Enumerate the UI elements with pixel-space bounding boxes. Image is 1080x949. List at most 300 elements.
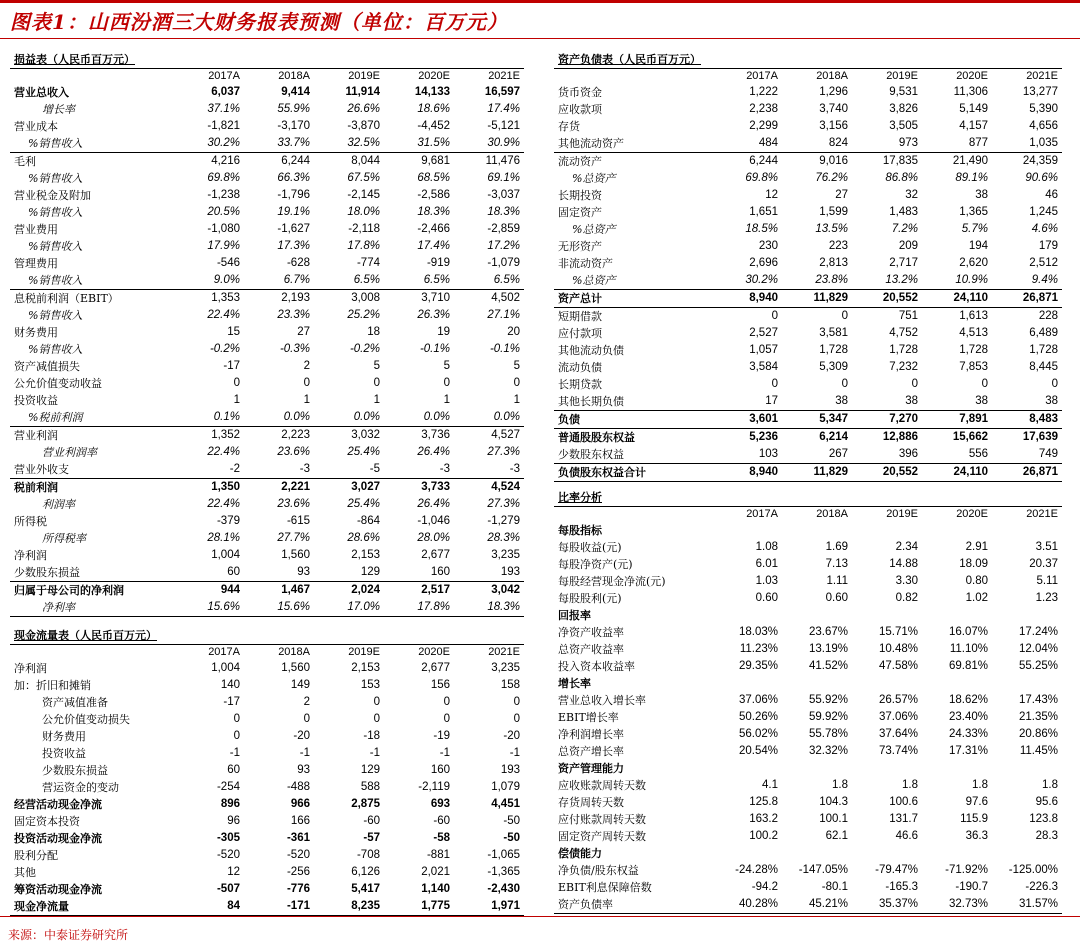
- cell-value: 0: [443, 713, 450, 725]
- cell-value: -5,121: [487, 120, 520, 132]
- cell-value: 228: [1038, 310, 1058, 322]
- cell-value: 18.3%: [417, 206, 450, 218]
- cell-value: 27: [297, 326, 310, 338]
- cell-value: 1: [513, 394, 520, 406]
- row-label: 其他: [14, 866, 36, 879]
- year-header: 2018A: [244, 69, 314, 85]
- row-label: 营业费用: [14, 223, 58, 236]
- cell-value: -628: [286, 257, 310, 269]
- cell-value: 19: [437, 326, 450, 338]
- cell-value: 103: [758, 448, 778, 460]
- cell-value: 6.5%: [353, 274, 380, 286]
- table-row: [10, 847, 524, 864]
- row-label: 投资收益: [14, 394, 58, 407]
- cell-value: 35.37%: [852, 896, 922, 914]
- cell-value: 0: [513, 377, 520, 389]
- cell-value: -1: [509, 747, 520, 759]
- cell-value: -1,238: [207, 189, 240, 201]
- cell-value: 1,560: [281, 662, 310, 674]
- cell-value: -3,170: [277, 120, 310, 132]
- cell-value: 3,601: [712, 411, 782, 429]
- row-label: 投入资本收益率: [558, 660, 635, 673]
- row-label: %销售收入: [28, 274, 83, 287]
- table-row: [10, 170, 524, 187]
- cell-value: 93: [297, 566, 310, 578]
- cell-value: 31.5%: [417, 137, 450, 149]
- row-label: 增长率: [558, 677, 591, 690]
- cell-value: 877: [968, 137, 988, 149]
- cell-value: -2: [229, 463, 240, 475]
- cell-value: 27.7%: [277, 532, 310, 544]
- cell-value: 2,677: [421, 662, 450, 674]
- cell-value: 28.0%: [417, 532, 450, 544]
- cell-value: 100.1: [819, 813, 848, 825]
- table-row: [10, 444, 524, 461]
- cell-value: 7.2%: [891, 223, 918, 235]
- cell-value: 0: [373, 696, 380, 708]
- table-row: [554, 272, 1062, 290]
- cell-value: 2: [303, 696, 310, 708]
- cell-value: 1,140: [421, 883, 450, 895]
- table-row: [10, 582, 524, 600]
- row-label: 应付款项: [558, 327, 602, 340]
- cell-value: 56.02%: [738, 728, 778, 740]
- cell-value: 1,599: [819, 206, 848, 218]
- cell-value: [852, 607, 922, 624]
- table-row: [10, 547, 524, 564]
- cell-value: 24.33%: [948, 728, 988, 740]
- cell-value: -615: [286, 515, 310, 527]
- row-label: 其他流动资产: [558, 137, 624, 150]
- row-label: 每股收益(元): [558, 541, 622, 554]
- cell-value: 17.4%: [417, 240, 450, 252]
- cell-value: -3,870: [347, 120, 380, 132]
- cell-value: 1.8: [972, 779, 988, 791]
- cell-value: 1.8: [832, 779, 848, 791]
- cell-value: -24.28%: [735, 864, 778, 876]
- cell-value: 32: [905, 189, 918, 201]
- cell-value: 0: [911, 378, 918, 390]
- cell-value: 11.10%: [949, 643, 988, 655]
- cell-value: 24,359: [992, 153, 1062, 171]
- cell-value: 29.35%: [738, 660, 778, 672]
- cell-value: 17.43%: [1018, 694, 1058, 706]
- row-label: 投资收益: [42, 747, 86, 760]
- table-row: [554, 522, 1062, 539]
- table-row: [10, 660, 524, 677]
- table-row: [554, 658, 1062, 675]
- cell-value: 896: [220, 798, 240, 810]
- cell-value: [782, 522, 852, 539]
- row-label: 无形资产: [558, 240, 602, 253]
- row-label: 少数股东权益: [558, 448, 624, 461]
- cell-value: 15.71%: [878, 626, 918, 638]
- cell-value: 100.2: [749, 830, 778, 842]
- cell-value: [782, 675, 852, 692]
- table-row: [10, 479, 524, 497]
- table-row: [554, 828, 1062, 845]
- cell-value: 5: [373, 360, 380, 372]
- year-header: 2017A: [712, 69, 782, 85]
- cell-value: 1.03: [755, 575, 778, 587]
- cell-value: -708: [356, 849, 380, 861]
- cell-value: 5: [443, 360, 450, 372]
- table-header: [554, 488, 1062, 507]
- cell-value: -1,627: [277, 223, 310, 235]
- table-title: 比率分析: [554, 488, 1062, 507]
- cell-value: 25.2%: [347, 309, 380, 321]
- cell-value: 5,149: [959, 103, 988, 115]
- row-label: 固定资产: [558, 206, 602, 219]
- table-row: [10, 427, 524, 445]
- year-header: 2019E: [852, 69, 922, 85]
- table-row: [554, 446, 1062, 464]
- row-label: 存货周转天数: [558, 796, 624, 809]
- cell-value: [922, 675, 992, 692]
- cell-value: 22.4%: [207, 446, 240, 458]
- cell-value: 18.09: [959, 558, 988, 570]
- cell-value: 1,352: [174, 427, 244, 445]
- cell-value: -5: [369, 463, 380, 475]
- row-label: 息税前利润（EBIT）: [10, 290, 174, 308]
- cell-value: 209: [898, 240, 918, 252]
- cell-value: -18: [363, 730, 380, 742]
- cell-value: 8,235: [314, 898, 384, 916]
- row-label: %总资产: [572, 223, 616, 236]
- year-header: 2020E: [384, 645, 454, 661]
- cell-value: 32.5%: [347, 137, 380, 149]
- cell-value: 1,035: [1029, 137, 1058, 149]
- cell-value: 28.1%: [207, 532, 240, 544]
- row-label: 管理费用: [14, 257, 58, 270]
- cell-value: 86.8%: [885, 172, 918, 184]
- row-label: 负债: [554, 411, 712, 429]
- cell-value: 36.3: [965, 830, 988, 842]
- year-header-blank: [554, 69, 712, 85]
- table-row: [10, 238, 524, 255]
- cell-value: 2,024: [314, 582, 384, 600]
- row-label: 应收款项: [558, 103, 602, 116]
- cell-value: 18.5%: [745, 223, 778, 235]
- cell-value: -165.3: [885, 881, 918, 893]
- cell-value: 6,244: [712, 153, 782, 171]
- cell-value: 25.4%: [347, 498, 380, 510]
- cell-value: 2,696: [749, 257, 778, 269]
- cell-value: 3,235: [491, 549, 520, 561]
- cell-value: -864: [356, 515, 380, 527]
- cell-value: 46: [1045, 189, 1058, 201]
- cell-value: 12.04%: [1018, 643, 1058, 655]
- row-label: 非流动资产: [558, 257, 613, 270]
- table-header: [10, 626, 524, 645]
- cell-value: 97.6: [965, 796, 988, 808]
- row-label: 营业成本: [14, 120, 58, 133]
- cell-value: 27.3%: [487, 446, 520, 458]
- cell-value: 69.1%: [487, 172, 520, 184]
- cell-value: -2,119: [418, 781, 450, 793]
- cell-value: -17: [223, 360, 240, 372]
- table-row: [10, 101, 524, 118]
- year-header-blank: [10, 69, 174, 85]
- table-row: [10, 513, 524, 530]
- cell-value: -125.00%: [1008, 864, 1058, 876]
- year-header-row: [554, 69, 1062, 85]
- cell-value: 129: [360, 566, 380, 578]
- table-row: [10, 135, 524, 153]
- cell-value: 15.6%: [244, 599, 314, 617]
- year-header: 2017A: [174, 645, 244, 661]
- cell-value: 6.7%: [283, 274, 310, 286]
- row-label: 财务费用: [42, 730, 86, 743]
- cell-value: -520: [216, 849, 240, 861]
- cell-value: -0.2%: [209, 343, 240, 355]
- cell-value: 40.28%: [712, 896, 782, 914]
- cell-value: 30.2%: [745, 274, 778, 286]
- row-label: %销售收入: [28, 343, 83, 356]
- row-label: 应收账款周转天数: [558, 779, 646, 792]
- table-row: [554, 393, 1062, 411]
- row-label: 少数股东损益: [42, 764, 108, 777]
- cell-value: 9.4%: [1031, 274, 1058, 286]
- cell-value: 12: [227, 866, 240, 878]
- cell-value: 17.4%: [487, 103, 520, 115]
- cell-value: 824: [828, 137, 848, 149]
- table-row: [554, 862, 1062, 879]
- row-label: 资产管理能力: [558, 762, 624, 775]
- cell-value: 0: [513, 713, 520, 725]
- row-label: 普通股股东权益: [554, 429, 712, 447]
- cell-value: -774: [356, 257, 380, 269]
- cell-value: [782, 607, 852, 624]
- cell-value: 32.73%: [922, 896, 992, 914]
- cell-value: 3,826: [889, 103, 918, 115]
- cell-value: 5,417: [351, 883, 380, 895]
- cell-value: [782, 845, 852, 862]
- cell-value: 25.4%: [347, 446, 380, 458]
- cell-value: 38: [905, 395, 918, 407]
- cell-value: 6,489: [1029, 327, 1058, 339]
- cell-value: 3,740: [819, 103, 848, 115]
- row-label: 净利率: [10, 599, 174, 617]
- table-row: [10, 461, 524, 479]
- cell-value: 194: [968, 240, 988, 252]
- row-label: EBIT增长率: [558, 711, 619, 724]
- cell-value: 47.58%: [878, 660, 918, 672]
- cell-value: -60: [433, 815, 450, 827]
- cell-value: 4,216: [174, 153, 244, 171]
- table-row: [554, 539, 1062, 556]
- cell-value: 15.6%: [174, 599, 244, 617]
- cell-value: 0: [443, 377, 450, 389]
- cell-value: 0: [443, 696, 450, 708]
- table-row: [10, 711, 524, 728]
- cell-value: 1,353: [174, 290, 244, 308]
- year-header: 2021E: [454, 69, 524, 85]
- cell-value: 3.30: [895, 575, 918, 587]
- cell-value: 26.57%: [878, 694, 918, 706]
- cell-value: 18.3%: [487, 206, 520, 218]
- cell-value: [992, 522, 1062, 539]
- cell-value: 2,193: [244, 290, 314, 308]
- cell-value: 66.3%: [277, 172, 310, 184]
- cell-value: 28.3%: [487, 532, 520, 544]
- table-row: [554, 760, 1062, 777]
- row-label: 每股经营现金净流(元): [558, 575, 666, 588]
- cell-value: [992, 675, 1062, 692]
- cell-value: 1,971: [454, 898, 524, 916]
- cell-value: 1.11: [826, 575, 848, 587]
- cell-value: 13.2%: [885, 274, 918, 286]
- cell-value: 2.34: [895, 541, 918, 553]
- cell-value: 37.1%: [207, 103, 240, 115]
- cell-value: 38: [975, 395, 988, 407]
- cell-value: 11,476: [454, 153, 524, 171]
- cell-value: [992, 607, 1062, 624]
- table-title: 资产负债表（人民币百万元）: [554, 50, 1062, 69]
- table-row: [10, 187, 524, 204]
- cell-value: -190.7: [955, 881, 988, 893]
- cell-value: 6,214: [782, 429, 852, 447]
- cell-value: 2,517: [384, 582, 454, 600]
- table-row: [10, 745, 524, 762]
- cell-value: 23.6%: [277, 498, 310, 510]
- cell-value: 9.0%: [213, 274, 240, 286]
- cell-value: 8,445: [1029, 361, 1058, 373]
- row-label: 偿债能力: [558, 847, 602, 860]
- table-row: [10, 153, 524, 171]
- table-row: [10, 255, 524, 272]
- cell-value: -0.2%: [349, 343, 380, 355]
- cell-value: 6,244: [244, 153, 314, 171]
- cell-value: 27.3%: [487, 498, 520, 510]
- cell-value: -520: [286, 849, 310, 861]
- cell-value: -57: [363, 832, 380, 844]
- row-label: %销售收入: [28, 137, 83, 150]
- cell-value: -147.05%: [798, 864, 848, 876]
- cell-value: 1,483: [889, 206, 918, 218]
- row-label: 每股股利(元): [558, 592, 622, 605]
- cell-value: 1,222: [749, 86, 778, 98]
- cell-value: 15: [227, 326, 240, 338]
- cell-value: 0.82: [895, 592, 918, 604]
- table-header: [554, 50, 1062, 69]
- cell-value: 11.45%: [1019, 745, 1058, 757]
- cell-value: 1,245: [1029, 206, 1058, 218]
- cell-value: 96: [227, 815, 240, 827]
- cell-value: 0.60: [755, 592, 778, 604]
- cell-value: [992, 845, 1062, 862]
- cell-value: -79.47%: [875, 864, 918, 876]
- cell-value: 0: [841, 310, 848, 322]
- table-row: [554, 359, 1062, 376]
- cell-value: -226.3: [1025, 881, 1058, 893]
- cell-value: 7,853: [959, 361, 988, 373]
- table-row: [554, 170, 1062, 187]
- cell-value: 3,584: [749, 361, 778, 373]
- cell-value: 18: [367, 326, 380, 338]
- table-row: [554, 135, 1062, 153]
- table-header: [10, 50, 524, 69]
- cell-value: 28.6%: [347, 532, 380, 544]
- cell-value: 22.4%: [207, 309, 240, 321]
- cell-value: 20: [507, 326, 520, 338]
- cell-value: 7.13: [825, 558, 848, 570]
- cell-value: -1,821: [207, 120, 240, 132]
- cell-value: 4,513: [959, 327, 988, 339]
- cell-value: 4,451: [491, 798, 520, 810]
- table-row: [554, 325, 1062, 342]
- table-row: [10, 694, 524, 711]
- cell-value: 4,524: [454, 479, 524, 497]
- table-row: [10, 830, 524, 847]
- cell-value: 1.69: [825, 541, 848, 553]
- cell-value: -2,859: [487, 223, 520, 235]
- cell-value: -1: [439, 747, 450, 759]
- table-row: [10, 375, 524, 392]
- cell-value: 73.74%: [878, 745, 918, 757]
- row-label: 营业利润: [10, 427, 174, 445]
- cell-value: 1: [303, 394, 310, 406]
- table-row: [10, 599, 524, 617]
- row-label: 现金净流量: [10, 898, 174, 916]
- cell-value: -1: [299, 747, 310, 759]
- cell-value: 4,752: [889, 327, 918, 339]
- cell-value: 1.8: [902, 779, 918, 791]
- cell-value: -1: [369, 747, 380, 759]
- cell-value: 37.64%: [878, 728, 918, 740]
- cell-value: 21,490: [922, 153, 992, 171]
- cell-value: 3,710: [384, 290, 454, 308]
- cell-value: 484: [758, 137, 778, 149]
- cell-value: 26.4%: [417, 498, 450, 510]
- cell-value: 223: [828, 240, 848, 252]
- cell-value: 14,133: [414, 86, 450, 98]
- cell-value: 163.2: [749, 813, 778, 825]
- table-row: [554, 726, 1062, 743]
- cell-value: 4,157: [959, 120, 988, 132]
- cell-value: 1,613: [959, 310, 988, 322]
- table-row: [10, 290, 524, 308]
- cell-value: 5,309: [819, 361, 848, 373]
- row-label: 长期贷款: [558, 378, 602, 391]
- cell-value: -0.3%: [279, 343, 310, 355]
- row-label: %税前利润: [28, 411, 83, 424]
- cell-value: -1,065: [487, 849, 520, 861]
- cell-value: 15,662: [922, 429, 992, 447]
- row-label: 净利润增长率: [558, 728, 624, 741]
- cell-value: 3,505: [889, 120, 918, 132]
- table-row: [10, 779, 524, 796]
- cell-value: 2.91: [965, 541, 988, 553]
- cell-value: -379: [216, 515, 240, 527]
- cell-value: 2,021: [421, 866, 450, 878]
- cell-value: 17.0%: [314, 599, 384, 617]
- row-label: 应付账款周转天数: [558, 813, 646, 826]
- cell-value: -50: [503, 815, 520, 827]
- table-row: [554, 84, 1062, 101]
- cell-value: 6,037: [211, 86, 240, 98]
- row-label: 长期投资: [558, 189, 602, 202]
- cell-value: [922, 760, 992, 777]
- cell-value: 10.9%: [955, 274, 988, 286]
- cell-value: 5.7%: [961, 223, 988, 235]
- balance-sheet-table: [554, 50, 1062, 482]
- cell-value: 26.4%: [417, 446, 450, 458]
- table-row: [10, 864, 524, 881]
- table-row: [554, 376, 1062, 393]
- cell-value: 3,235: [491, 662, 520, 674]
- row-label: 公允价值变动损失: [42, 713, 130, 726]
